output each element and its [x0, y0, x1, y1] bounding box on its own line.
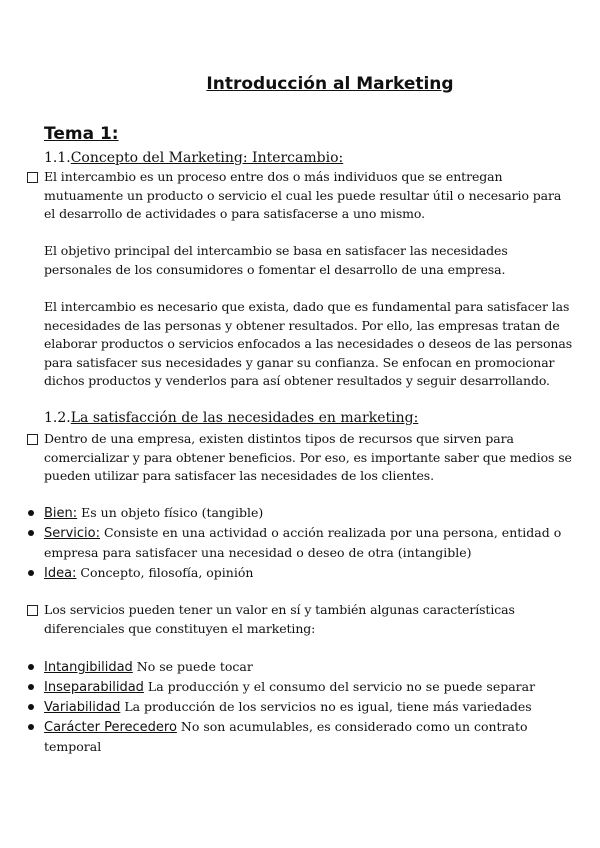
- topic-heading: Tema 1:: [44, 124, 119, 144]
- term: Idea:: [44, 566, 77, 581]
- bullet-icon: [28, 530, 34, 536]
- page-title: Introducción al Marketing: [206, 74, 454, 94]
- section-heading-2: [44, 410, 418, 426]
- term: Intangibilidad: [44, 660, 133, 675]
- definition: Concepto, filosofía, opinión: [76, 565, 254, 580]
- term: Carácter Perecedero: [44, 720, 177, 735]
- definition: La producción de los servicios no es igual, tiene más variedades: [120, 699, 532, 714]
- definition: No se puede tocar: [132, 659, 253, 674]
- list-item: [44, 504, 574, 524]
- term: Inseparabilidad: [44, 680, 144, 695]
- section-number: 1.2.: [44, 410, 71, 426]
- list-item: [44, 524, 574, 562]
- bullet-icon: [28, 704, 34, 710]
- definition: La producción y el consumo del servicio no se puede separar: [143, 679, 536, 694]
- term: Variabilidad: [44, 700, 121, 715]
- section-title: La satisfacción de las necesidades en marketing:: [70, 410, 419, 426]
- bullet-icon: [28, 684, 34, 690]
- definition: No son acumulables, es considerado como un contrato temporal: [44, 719, 528, 754]
- checkbox-icon: [27, 605, 38, 616]
- term: Bien:: [44, 506, 78, 521]
- bullet-icon: [28, 724, 34, 730]
- list-item: [44, 698, 574, 718]
- bullet-icon: [28, 510, 34, 516]
- list-item: [44, 658, 574, 678]
- paragraph: El intercambio es un proceso entre dos o más individuos que se entregan mutuamente un producto o servicio el cual les puede resultar útil o necesario para el desarrollo de actividades o para satisfacerse a uno mismo.: [44, 169, 562, 221]
- definition: Consiste en una actividad o acción realizada por una persona, entidad o empresa para satisfacer una necesidad o deseo de otra (intangible): [44, 525, 562, 560]
- section-title: Concepto del Marketing: Intercambio:: [70, 150, 344, 166]
- list-item: [44, 564, 574, 584]
- section-number: 1.1.: [44, 150, 71, 166]
- checkbox-icon: [27, 172, 38, 183]
- definition: Es un objeto físico (tangible): [77, 505, 264, 520]
- bullet-icon: [28, 570, 34, 576]
- list-item: [44, 678, 574, 698]
- paragraph: Dentro de una empresa, existen distintos tipos de recursos que sirven para comercializar y para obtener beneficios. Por eso, es importante saber que medios se pueden utilizar para satisfacer las necesidades de los clientes.: [44, 431, 572, 483]
- term: Servicio:: [44, 526, 100, 541]
- paragraph: El intercambio es necesario que exista, dado que es fundamental para satisfacer las necesidades de las personas y obtener resultados. Por ello, las empresas tratan de elaborar productos o servicios enfocados a las necesidades o deseos de las personas para satisfacer sus necesidades y ganar su confianza. Se enfocan en promocionar dichos productos y venderlos para así obtener resultados y seguir desarrollando.: [44, 299, 573, 388]
- section-heading-1: [44, 150, 343, 166]
- list-item: [44, 718, 574, 756]
- paragraph: Los servicios pueden tener un valor en sí y también algunas características diferenciales que constituyen el marketing:: [44, 602, 515, 636]
- bullet-icon: [28, 664, 34, 670]
- checkbox-icon: [27, 434, 38, 445]
- paragraph: El objetivo principal del intercambio se basa en satisfacer las necesidades personales de los consumidores o fomentar el desarrollo de una empresa.: [44, 243, 508, 277]
